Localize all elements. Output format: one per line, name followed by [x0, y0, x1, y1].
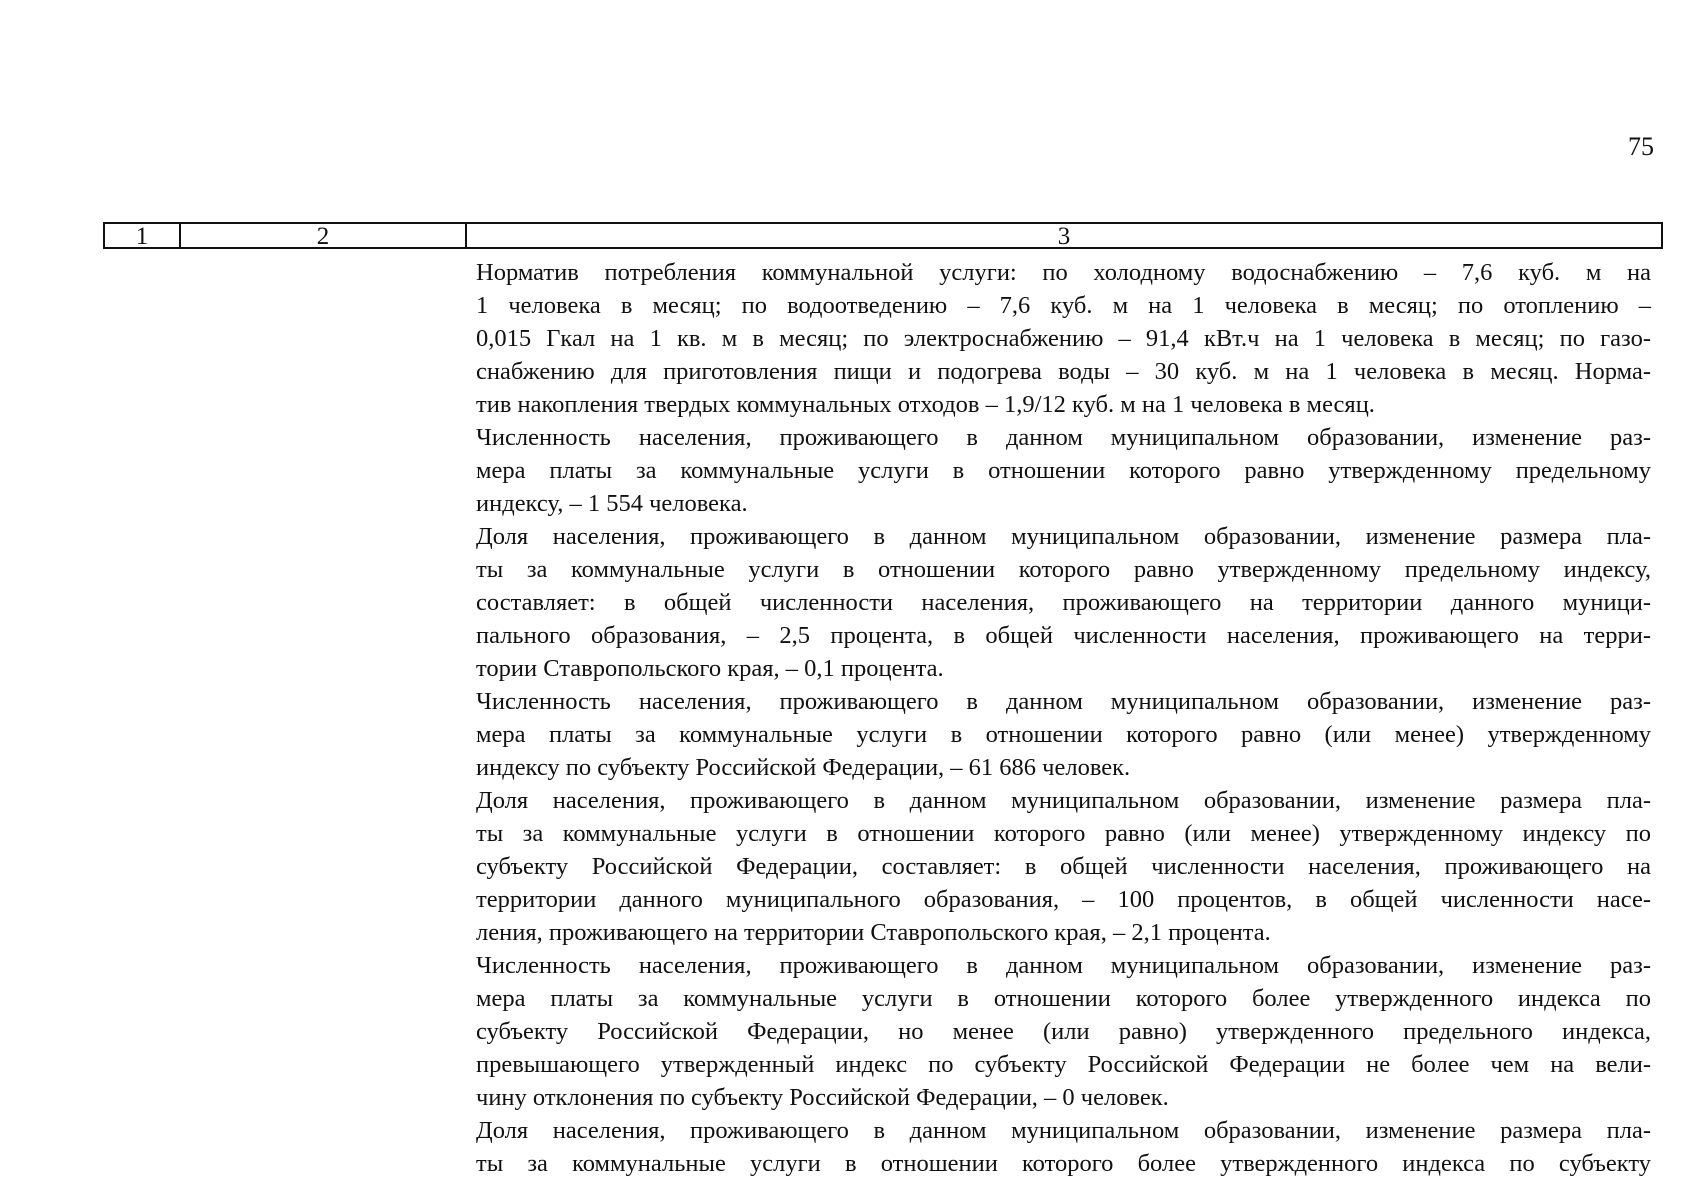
text-line: индексу по субъекту Российской Федерации, – 61 686 человек. — [476, 754, 1131, 781]
text-line: чину отклонения по субъекту Российской Федерации, – 0 человек. — [476, 1084, 1169, 1111]
paragraph — [476, 256, 1651, 421]
text-line: ты за коммунальные услуги в отношении которого более утвержденного индекса по субъекту — [476, 1150, 1651, 1177]
text-line: Доля населения, проживающего в данном муниципальном образовании, изменение размера пла- — [476, 787, 1651, 814]
text-line: субъекту Российской Федерации, но менее (или равно) утвержденного предельного индекса, — [476, 1018, 1651, 1045]
text-line: мера платы за коммунальные услуги в отношении которого равно (или менее) утвержденному — [476, 721, 1651, 748]
paragraph — [476, 1114, 1651, 1180]
paragraph — [476, 520, 1651, 685]
text-line: индексу, – 1 554 человека. — [476, 490, 748, 517]
text-line: Численность населения, проживающего в данном муниципальном образовании, изменение раз- — [476, 952, 1651, 979]
text-line: тории Ставропольского края, – 0,1 процента. — [476, 655, 944, 682]
text-line: Доля населения, проживающего в данном муниципальном образовании, изменение размера пла- — [476, 1117, 1651, 1144]
table-header-col-3: 3 — [1057, 223, 1071, 250]
page-number: 75 — [1628, 132, 1654, 161]
text-line: Доля населения, проживающего в данном муниципальном образовании, изменение размера пла- — [476, 523, 1651, 550]
text-line: мера платы за коммунальные услуги в отношении которого более утвержденного индекса по — [476, 985, 1651, 1012]
paragraph — [476, 421, 1651, 520]
text-line: Норматив потребления коммунальной услуги: по холодному водоснабжению – 7,6 куб. м на — [476, 259, 1651, 286]
text-line: тив накопления твердых коммунальных отходов – 1,9/12 куб. м на 1 человека в месяц. — [476, 391, 1375, 418]
text-line: ления, проживающего на территории Ставропольского края, – 2,1 процента. — [476, 919, 1271, 946]
text-line: пального образования, – 2,5 процента, в общей численности населения, проживающего на терри- — [476, 622, 1651, 649]
table-header-col-2: 2 — [181, 224, 467, 247]
paragraph — [476, 685, 1651, 784]
text-line: мера платы за коммунальные услуги в отношении которого равно утвержденному предельному — [476, 457, 1651, 484]
text-line: снабжению для приготовления пищи и подогрева воды – 30 куб. м на 1 человека в месяц. Норма- — [476, 358, 1651, 385]
text-line: Численность населения, проживающего в данном муниципальном образовании, изменение раз- — [476, 688, 1651, 715]
table-header-col-1: 1 — [105, 224, 181, 247]
text-line: составляет: в общей численности населения, проживающего на территории данного муници- — [476, 589, 1651, 616]
paragraph — [476, 949, 1651, 1114]
text-line: ты за коммунальные услуги в отношении которого равно утвержденному предельному индексу, — [476, 556, 1651, 583]
text-line: территории данного муниципального образования, – 100 процентов, в общей численности насе- — [476, 886, 1651, 913]
paragraph — [476, 784, 1651, 949]
text-line: 1 человека в месяц; по водоотведению – 7,6 куб. м на 1 человека в месяц; по отоплению – — [476, 292, 1651, 319]
table-header-row — [103, 222, 1663, 249]
document-body — [476, 256, 1651, 1180]
text-line: субъекту Российской Федерации, составляет: в общей численности населения, проживающего на — [476, 853, 1651, 880]
text-line: превышающего утвержденный индекс по субъекту Российской Федерации не более чем на вели- — [476, 1051, 1651, 1078]
text-line: 0,015 Гкал на 1 кв. м в месяц; по электроснабжению – 91,4 кВт.ч на 1 человека в месяц; по газо- — [476, 325, 1651, 352]
text-line: ты за коммунальные услуги в отношении которого равно (или менее) утвержденному индексу по — [476, 820, 1651, 847]
text-line: Численность населения, проживающего в данном муниципальном образовании, изменение раз- — [476, 424, 1651, 451]
